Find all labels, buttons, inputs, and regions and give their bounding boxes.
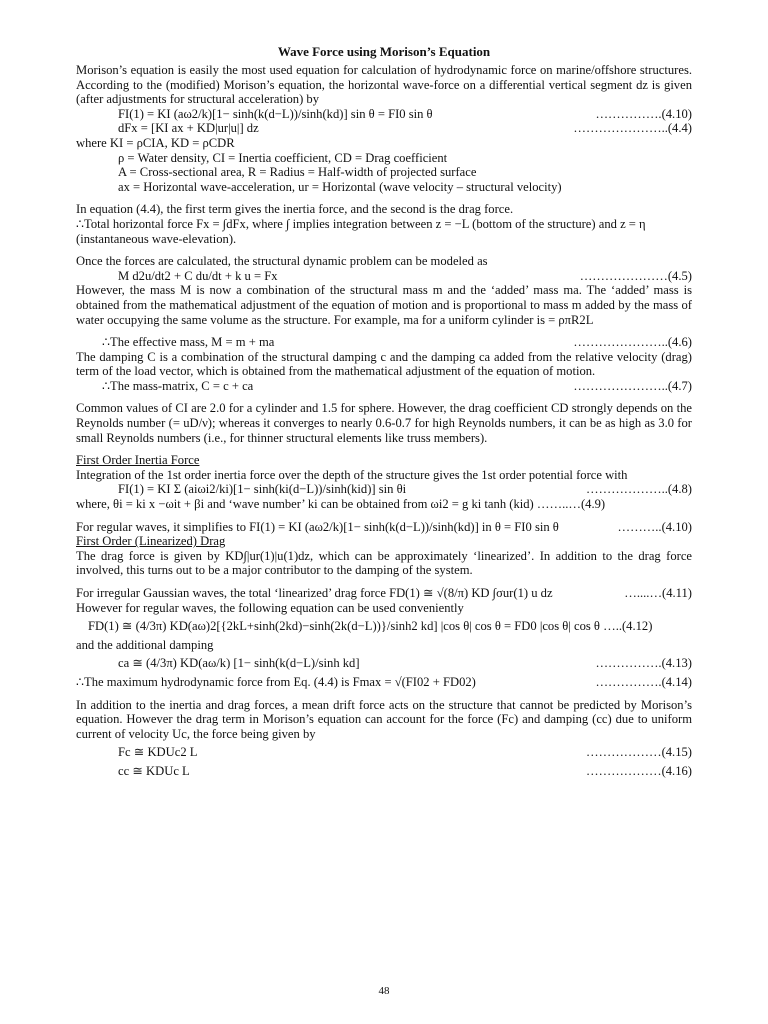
equation-expression: ca ≅ (4/3π) KD(aω/k) [1− sinh(k(d−L)/sinh kd] (118, 656, 360, 671)
added-mass-paragraph: However, the mass M is now a combination of the structural mass m and the ‘added’ mass ma. The ‘added’ mass is obtained from the mathematical adjustment of the equation of motion and is proportional to mass m added by the mass of water occupying the same volume as the structure. For example, ma for a uniform cylinder is = ρπR2L (76, 283, 692, 327)
drift-force-paragraph: In addition to the inertia and drag forces, a mean drift force acts on the structure that cannot be predicted by Morison’s equation. However the drag term in Morison’s equation can account for the force (Fc) and damping (cc) due to uniform current of velocity Uc, the force being given by (76, 697, 692, 741)
equation-4-16 (76, 764, 692, 779)
equation-expression: ∴The maximum hydrodynamic force from Eq. (4.4) is Fmax = √(FI02 + FD02) (76, 674, 476, 689)
equation-4-9: where, θi = ki x −ωit + βi and ‘wave number’ ki can be obtained from ωi2 = g ki tanh (kid) ……..…(4.9) (76, 497, 606, 512)
dynamic-problem-paragraph: Once the forces are calculated, the structural dynamic problem can be modeled as (76, 254, 488, 269)
equation-4-4 (76, 121, 692, 136)
equation-expression: cc ≅ KDUc L (118, 763, 190, 778)
equation-number: ………………..(4.8) (586, 482, 692, 497)
coefficients-paragraph: Common values of CI are 2.0 for a cylinder and 1.5 for sphere. However, the drag coefficient CD strongly depends on the Reynolds number (= uD/ν); whereas it converges to nearly 0.6-0.7 for high Reynolds numbers, it can be as high as 3.0 for small Reynolds numbers (i.e., for thinner structural elements like truss members). (76, 401, 692, 445)
equation-4-12 (76, 619, 692, 634)
total-force-line: ∴Total horizontal force Fx = ∫dFx, where ∫ implies integration between z = −L (bottom of the structure) and z = η (76, 216, 646, 231)
equation-number: …………….(4.14) (595, 674, 692, 689)
equation-number: …………………(4.5) (579, 268, 692, 283)
drag-paragraph: The drag force is given by KD∫|ur(1)|u(1)dz, which can be approximately ‘linearized’. In addition to the drag force involved, this turns out to be a major contributor to the damping of the system. (76, 548, 692, 578)
section-heading-drag: First Order (Linearized) Drag (76, 534, 226, 549)
equation-number: ………..(4.10) (617, 519, 692, 534)
equation-number: …………………..(4.6) (573, 335, 692, 350)
equation-expression: FD(1) ≅ (4/3π) KD(aω)2[{2kL+sinh(2kd)−sinh(2k(d−L))}/sinh2 kd] |cos θ| cos θ = FD0 |cos θ| cos θ …..(4.12) (88, 619, 653, 634)
section-heading-inertia: First Order Inertia Force (76, 453, 200, 468)
equation-number: …………….(4.10) (595, 106, 692, 121)
equation-4-15 (76, 745, 692, 760)
equation-4-7 (76, 379, 692, 394)
equation-expression: FI(1) = KI Σ (aiωi2/ki)[1− sinh(ki(d−L))/sinh(kid)] sin θi (118, 482, 407, 497)
equation-4-10b (76, 520, 692, 535)
equation-4-14 (76, 675, 692, 690)
equation-number: …………………..(4.4) (573, 121, 692, 136)
equation-4-5 (76, 269, 692, 284)
equation-expression: M d2u/dt2 + C du/dt + k u = Fx (118, 268, 278, 283)
document-page (76, 44, 692, 779)
document-title: Wave Force using Morison’s Equation (277, 44, 491, 59)
equation-number: ………………(4.15) (586, 745, 692, 760)
equation-4-11 (76, 586, 692, 601)
equation-number: …………….(4.13) (595, 656, 692, 671)
equation-number: ………………(4.16) (586, 763, 692, 778)
definition-line: ρ = Water density, CI = Inertia coefficient, CD = Drag coefficient (118, 150, 448, 165)
equation-number: …………………..(4.7) (573, 378, 692, 393)
equation-expression: FI(1) = KI (aω2/k)[1− sinh(k(d−L))/sinh(kd)] sin θ = FI0 sin θ (118, 106, 433, 121)
equation-expression: ∴The mass-matrix, C = c + ca (102, 378, 254, 393)
page-number: 48 (378, 985, 390, 997)
total-force-line: (instantaneous wave-elevation). (76, 231, 237, 246)
intro-paragraph: Morison’s equation is easily the most used equation for calculation of hydrodynamic force on marine/offshore structures. According to the (modified) Morison’s equation, the horizontal wave-force on a differential vertical segment dz is given (after adjustments for structural acceleration) by (76, 63, 692, 107)
definition-line: ax = Horizontal wave-acceleration, ur = Horizontal (wave velocity – structural velocity) (118, 179, 562, 194)
definition-line: A = Cross-sectional area, R = Radius = Half-width of projected surface (118, 165, 477, 180)
damping-paragraph: The damping C is a combination of the structural damping c and the damping ca added from the relative velocity (drag) term of the load vector, which is obtained from the mathematical adjustment of the equation of motion. (76, 349, 692, 379)
regular-waves-paragraph: However for regular waves, the following equation can be used conveniently (76, 600, 464, 615)
equation-expression: dFx = [KI ax + KD|ur|u|] dz (118, 121, 259, 136)
inertia-drag-paragraph: In equation (4.4), the first term gives the inertia force, and the second is the drag force. (76, 202, 514, 217)
equation-4-13 (76, 656, 692, 671)
equation-expression: Fc ≅ KDUc2 L (118, 745, 198, 760)
equation-number: …....…(4.11) (624, 586, 692, 600)
equation-4-6 (76, 335, 692, 350)
equation-4-10a (76, 107, 692, 122)
additional-damping-line: and the additional damping (76, 637, 214, 652)
integration-paragraph: Integration of the 1st order inertia force over the depth of the structure gives the 1st order potential force with (76, 467, 628, 482)
equation-expression: For regular waves, it simplifies to FI(1) = KI (aω2/k)[1− sinh(k(d−L))/sinh(kd)] in θ = FI0 sin θ (76, 519, 559, 534)
where-line: where KI = ρCIA, KD = ρCDR (76, 135, 235, 150)
equation-4-8 (76, 482, 692, 497)
equation-expression: ∴The effective mass, M = m + ma (102, 335, 275, 350)
equation-expression: For irregular Gaussian waves, the total ‘linearized’ drag force FD(1) ≅ √(8/π) KD ∫σur(1) u dz (76, 586, 553, 600)
